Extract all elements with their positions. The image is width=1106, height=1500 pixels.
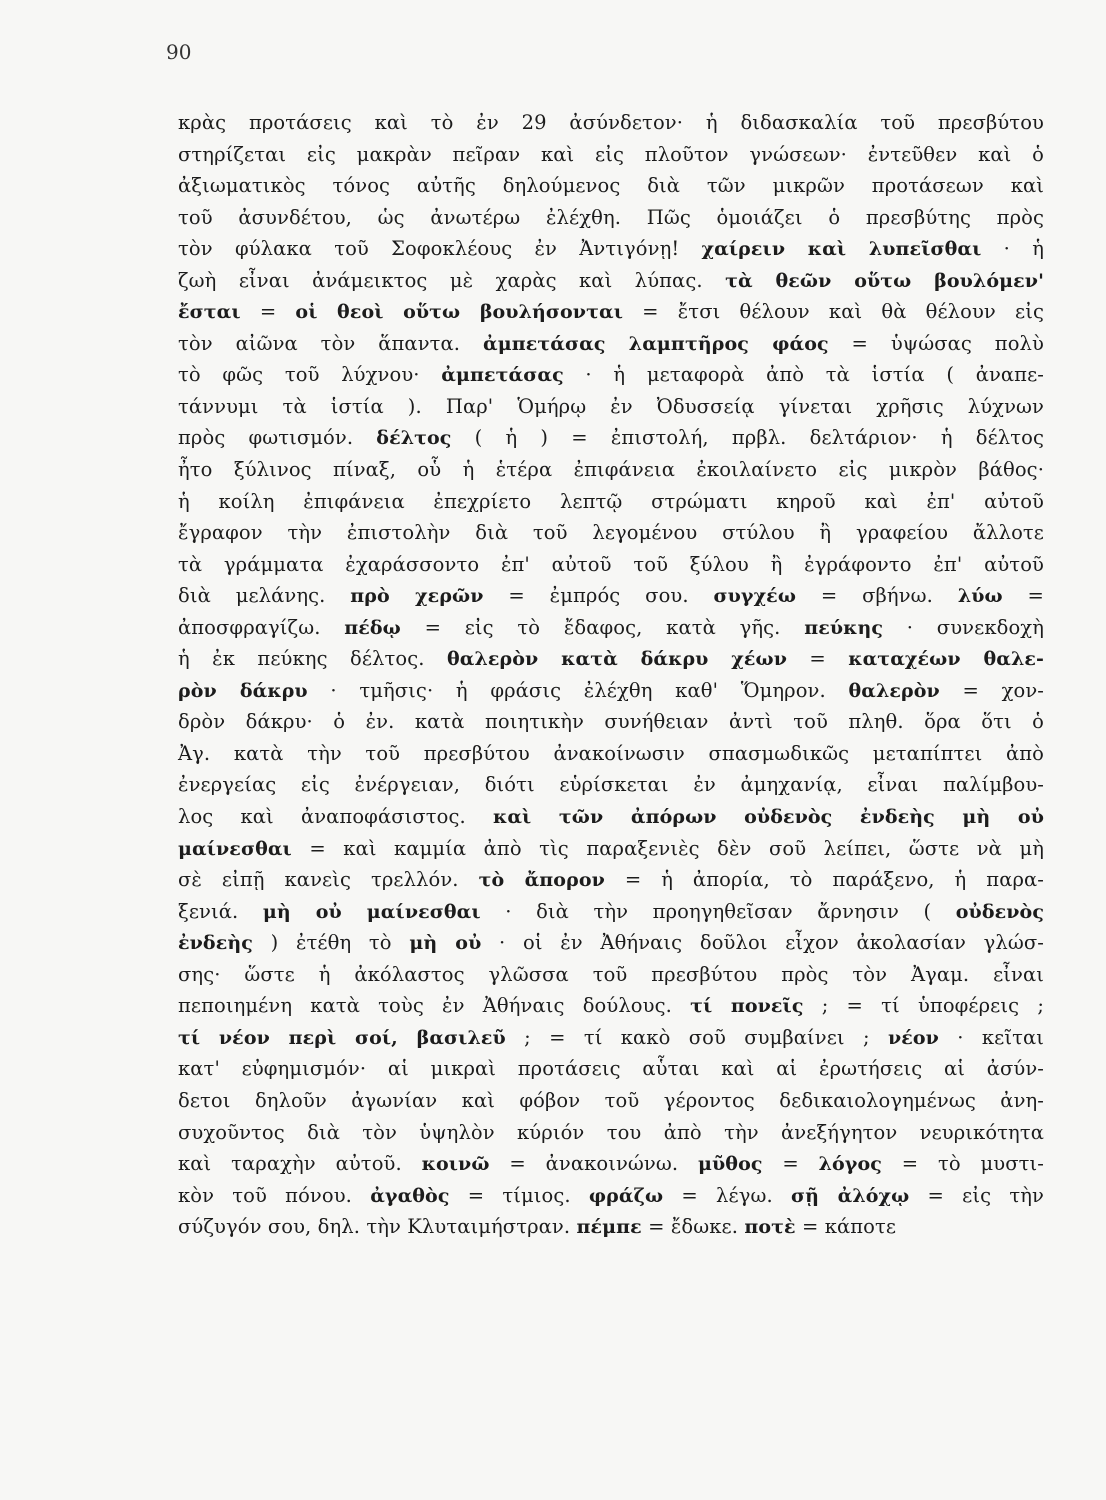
text-line (178, 422, 1044, 454)
text-run: διὰ μελάνης. (178, 584, 351, 608)
text-run: ) ἐτέθη τὸ (252, 931, 410, 955)
lemma-term: ἐνδεὴς (178, 932, 253, 955)
text-line (178, 233, 1044, 265)
text-line (178, 1211, 1044, 1243)
lemma-term: πρὸ χερῶν (350, 585, 484, 608)
text-line (178, 612, 1044, 644)
text-line (178, 549, 1044, 581)
text-line (178, 738, 1044, 770)
text-line (178, 1148, 1044, 1180)
text-run: · οἱ ἐν Ἀθήναις δοῦλοι εἶχον ἀκολασίαν γλώσ- (481, 931, 1044, 955)
text-line (178, 1053, 1044, 1085)
text-run: τάννυμι τὰ ἱστία ). Παρ' Ὁμήρῳ ἐν Ὀδυσσείᾳ γίνεται χρῆσις λύχνων (178, 394, 1044, 418)
lemma-term: μὴ οὐ (409, 932, 482, 955)
text-run: = ἔδωκε. (641, 1215, 745, 1239)
lemma-term: λύω (957, 585, 1003, 608)
text-run: ἔγραφον τὴν ἐπιστολὴν διὰ τοῦ λεγομένου στύλου ἢ γραφείου ἄλλοτε (178, 521, 1044, 545)
text-run: σὲ εἰπῇ κανεὶς τρελλόν. (178, 868, 479, 892)
text-run: = ὑψώσας πολὺ (828, 331, 1044, 355)
text-run: = κάποτε (795, 1215, 897, 1239)
text-run: · κεῖται (938, 1025, 1044, 1049)
text-run: κὸν τοῦ πόνου. (178, 1183, 371, 1207)
text-line (178, 265, 1044, 297)
lemma-term: κοινῶ (421, 1153, 490, 1176)
lemma-term: λόγος (818, 1153, 882, 1176)
lemma-term: χαίρειν καὶ λυπεῖσθαι (701, 238, 982, 261)
lemma-term: τί πονεῖς (690, 995, 804, 1018)
lemma-term: μῦθος (698, 1153, 763, 1176)
lemma-term: ρὸν δάκρυ (178, 679, 308, 702)
text-run: τὸ φῶς τοῦ λύχνου· (178, 363, 442, 387)
text-run: συχοῦντος διὰ τὸν ὑψηλὸν κύριόν του ἀπὸ τὴν ἀνεξήγητον νευρικότητα (178, 1120, 1044, 1144)
text-line (178, 675, 1044, 707)
text-run: τὸν αἰῶνα τὸν ἅπαντα. (178, 331, 483, 355)
text-line (178, 801, 1044, 833)
text-run: = σβήνω. (796, 584, 958, 608)
lemma-term: ἀγαθὸς (370, 1184, 450, 1207)
lemma-term: πέμπε (576, 1216, 642, 1239)
text-run: = καὶ καμμία ἀπὸ τὶς παραξενιὲς δὲν σοῦ λείπει, ὥστε νὰ μὴ (291, 836, 1044, 860)
text-run: · ἡ μεταφορὰ ἀπὸ τὰ ἱστία ( ἀναπε- (563, 363, 1044, 387)
lemma-term: μαίνεσθαι (178, 837, 292, 860)
text-run: πρὸς φωτισμόν. (178, 426, 377, 450)
text-line (178, 517, 1044, 549)
text-run: ἀξιωματικὸς τόνος αὐτῆς δηλούμενος διὰ τῶν μικρῶν προτάσεων καὶ (178, 174, 1044, 198)
text-line (178, 990, 1044, 1022)
lemma-term: καταχέων θαλε- (848, 648, 1045, 671)
text-line (178, 643, 1044, 675)
text-run: ζωὴ εἶναι ἀνάμεικτος μὲ χαρὰς καὶ λύπας. (178, 268, 726, 292)
text-run: τὸν φύλακα τοῦ Σοφοκλέους ἐν Ἀντιγόνῃ! (178, 237, 702, 261)
text-run: ἐνεργείας εἰς ἐνέργειαν, διότι εὑρίσκεται ἐν ἀμηχανίᾳ, εἶναι παλίμβου- (178, 773, 1044, 797)
lemma-term: νέον (887, 1026, 939, 1049)
lemma-term: δέλτος (376, 427, 452, 450)
text-line (178, 486, 1044, 518)
lemma-term: οὐδενὸς (955, 900, 1044, 923)
text-line (178, 359, 1044, 391)
text-line (178, 1117, 1044, 1149)
text-line (178, 202, 1044, 234)
lemma-term: πέδῳ (344, 616, 401, 639)
text-line (178, 959, 1044, 991)
text-run: τὰ γράμματα ἐχαράσσοντο ἐπ' αὐτοῦ τοῦ ξύλου ἢ ἐγράφοντο ἐπ' αὐτοῦ (178, 552, 1044, 576)
text-run: κατ' εὐφημισμόν· αἱ μικραὶ προτάσεις αὗται καὶ αἱ ἐρωτήσεις αἱ ἀσύν- (178, 1057, 1044, 1081)
text-run: ἡ ἐκ πεύκης δέλτος. (178, 647, 447, 671)
text-run: = τὸ μυστι- (881, 1152, 1044, 1176)
text-line (178, 107, 1044, 139)
text-line (178, 927, 1044, 959)
lemma-term: ποτὲ (744, 1216, 796, 1239)
text-run: · τμῆσις· ἡ φράσις ἐλέχθη καθ' Ὅμηρον. (307, 678, 849, 702)
text-run: = (787, 647, 849, 671)
text-run: = εἰς τὸ ἔδαφος, κατὰ γῆς. (400, 615, 805, 639)
lemma-term: καὶ τῶν ἀπόρων οὐδενὸς ἐνδεὴς μὴ οὐ (492, 806, 1044, 829)
lemma-term: οἱ θεοὶ οὕτω βουλήσονται (295, 301, 623, 324)
text-run: = τίμιος. (449, 1183, 589, 1207)
text-run: δρὸν δάκρυ· ὁ ἐν. κατὰ ποιητικὴν συνήθειαν ἀντὶ τοῦ πληθ. ὅρα ὅτι ὁ (178, 710, 1044, 734)
text-run: πεποιημένη κατὰ τοὺς ἐν Ἀθήναις δούλους. (178, 994, 691, 1018)
text-run: = (762, 1152, 819, 1176)
text-run: ; = τί κακὸ σοῦ συμβαίνει ; (505, 1025, 888, 1049)
lemma-term: φράζω (588, 1184, 664, 1207)
lemma-term: ἀμπετάσας (441, 364, 564, 387)
text-run: = ἐμπρός σου. (483, 584, 714, 608)
text-line (178, 833, 1044, 865)
lemma-term: τὰ θεῶν οὕτω βουλόμεν' (725, 269, 1044, 292)
lemma-term: ἀμπετάσας λαμπτῆρος φάος (483, 332, 829, 355)
text-run: = ἀνακοινώνω. (489, 1152, 698, 1176)
lemma-term: σῇ ἀλόχῳ (790, 1184, 910, 1207)
text-run: καὶ ταραχὴν αὐτοῦ. (178, 1152, 422, 1176)
text-run: = χον- (939, 678, 1044, 702)
text-run: δετοι δηλοῦν ἀγωνίαν καὶ φόβον τοῦ γέροντος δεδικαιολογημένως ἀνη- (178, 1088, 1044, 1112)
text-run: ἦτο ξύλινος πίναξ, οὗ ἡ ἑτέρα ἐπιφάνεια ἐκοιλαίνετο εἰς μικρὸν βάθος· (178, 458, 1044, 482)
text-line (178, 1085, 1044, 1117)
text-line (178, 1180, 1044, 1212)
text-run: = ἔτσι θέλουν καὶ θὰ θέλουν εἰς (623, 300, 1044, 324)
text-line (178, 769, 1044, 801)
text-line (178, 580, 1044, 612)
lemma-term: θαλερὸν κατὰ δάκρυ χέων (446, 648, 787, 671)
text-run: = εἰς τὴν (909, 1183, 1044, 1207)
text-line (178, 391, 1044, 423)
text-run: τοῦ ἀσυνδέτου, ὡς ἀνωτέρω ἐλέχθη. Πῶς ὁμοιάζει ὁ πρεσβύτης πρὸς (178, 205, 1044, 229)
text-run: = ἡ ἀπορία, τὸ παράξενο, ἡ παρα- (604, 868, 1044, 892)
text-run: Ἀγ. κατὰ τὴν τοῦ πρεσβύτου ἀνακοίνωσιν σπασμωδικῶς μεταπίπτει ἀπὸ (178, 741, 1044, 765)
text-run: κρὰς προτάσεις καὶ τὸ ἐν 29 ἀσύνδετον· ἡ διδασκαλία τοῦ πρεσβύτου (178, 111, 1044, 134)
text-run: · ἡ (981, 237, 1044, 261)
text-line (178, 296, 1044, 328)
text-run: σης· ὥστε ἡ ἀκόλαστος γλῶσσα τοῦ πρεσβύτου πρὸς τὸν Ἀγαμ. εἶναι (178, 962, 1044, 986)
text-run: = (1002, 584, 1044, 608)
text-line (178, 139, 1044, 171)
text-run: στηρίζεται εἰς μακρὰν πεῖραν καὶ εἰς πλοῦτον γνώσεων· ἐντεῦθεν καὶ ὁ (178, 142, 1044, 166)
lemma-term: θαλερὸν (848, 679, 940, 702)
text-run: σύζυγόν σου, δηλ. τὴν Κλυταιμήστραν. (178, 1215, 577, 1239)
lemma-term: τὸ ἄπορον (478, 869, 605, 892)
text-run: · διὰ τὴν προηγηθεῖσαν ἄρνησιν ( (480, 899, 956, 923)
text-run: ἡ κοίλη ἐπιφάνεια ἐπεχρίετο λεπτῷ στρώματι κηροῦ καὶ ἐπ' αὐτοῦ (178, 489, 1044, 513)
text-run: = (240, 300, 296, 324)
text-line (178, 1022, 1044, 1054)
lemma-term: ἔσται (178, 301, 241, 324)
text-line (178, 454, 1044, 486)
lemma-term: συγχέω (713, 585, 797, 608)
text-line (178, 328, 1044, 360)
text-line (178, 864, 1044, 896)
text-line (178, 706, 1044, 738)
text-run: ; = τί ὑποφέρεις ; (803, 994, 1044, 1018)
lemma-term: τί νέον περὶ σοί, βασιλεῦ (178, 1026, 506, 1049)
lemma-term: πεύκης (804, 616, 884, 639)
text-run: ( ἡ ) = ἐπιστολή, πρβλ. δελτάριον· ἡ δέλτος (451, 426, 1044, 450)
text-line (178, 896, 1044, 928)
page-number: 90 (166, 40, 192, 64)
text-line (178, 170, 1044, 202)
lemma-term: μὴ οὐ μαίνεσθαι (262, 900, 481, 923)
commentary-text (178, 107, 1044, 1243)
text-run: · συνεκδοχὴ (883, 615, 1044, 639)
text-run: λος καὶ ἀναποφάσιστος. (178, 805, 493, 829)
text-run: ἀποσφραγίζω. (178, 615, 345, 639)
text-run: = λέγω. (663, 1183, 791, 1207)
text-run: ξενιά. (178, 899, 263, 923)
